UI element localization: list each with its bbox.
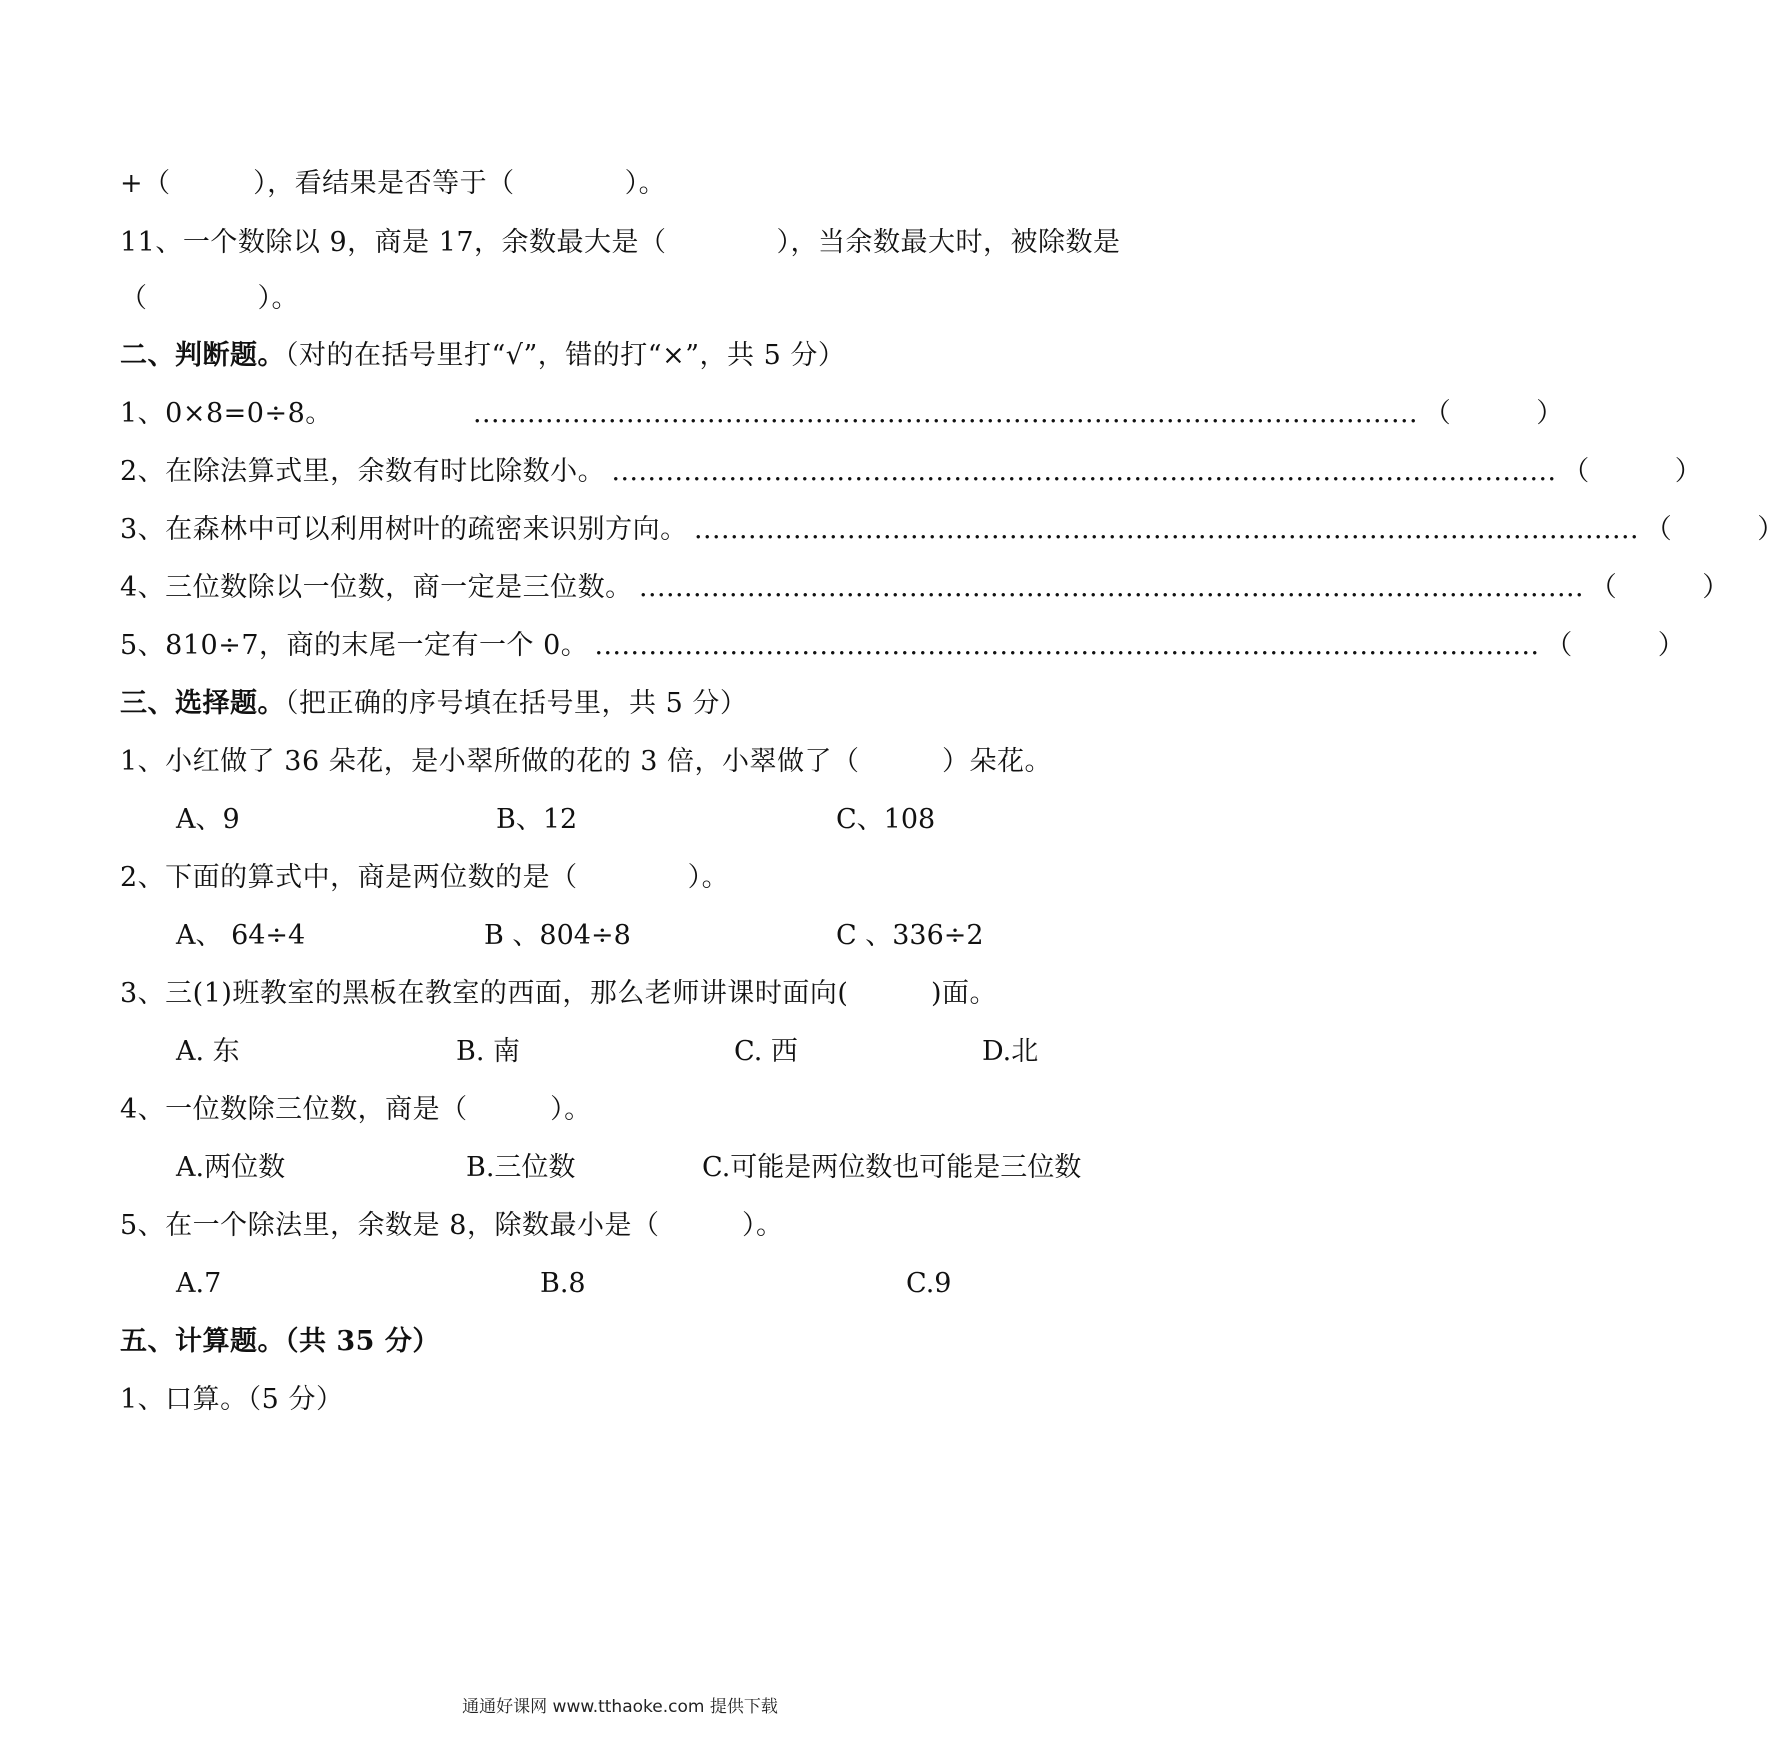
- judge-item-1: [120, 394, 1564, 434]
- choice-question-4: 4、一位数除三位数，商是（ ）。: [120, 1094, 592, 1125]
- choice-option[interactable]: B 、804÷8: [484, 920, 631, 951]
- choice-option[interactable]: A.7: [176, 1268, 222, 1299]
- judge-statement: 4、三位数除以一位数，商一定是三位数。: [120, 572, 633, 603]
- choice-option[interactable]: C 、336÷2: [836, 920, 984, 951]
- dot-leader: ……………………………………………………………………………………………: [472, 398, 1418, 429]
- choice-option[interactable]: C.可能是两位数也可能是三位数: [702, 1152, 1082, 1183]
- judge-item-3: [120, 510, 1785, 550]
- dot-leader: ……………………………………………………………………………………………: [638, 572, 1584, 603]
- choice-option[interactable]: B. 南: [456, 1036, 521, 1067]
- choice-question-2: 2、下面的算式中，商是两位数的是（ ）。: [120, 862, 730, 893]
- choice-question-5: 5、在一个除法里，余数是 8，除数最小是（ ）。: [120, 1210, 784, 1241]
- calc-question-1: 1、口算。（5 分）: [120, 1384, 344, 1415]
- dot-leader: ……………………………………………………………………………………………: [693, 514, 1639, 545]
- answer-brackets[interactable]: （ ）: [1545, 630, 1686, 661]
- answer-brackets[interactable]: （ ）: [1589, 572, 1730, 603]
- footer-credit: 通通好课网 www.tthaoke.com 提供下载: [462, 1697, 778, 1717]
- choice-heading-title: 三、选择题。: [120, 688, 285, 719]
- question-11-continued: （ ）。: [120, 283, 299, 314]
- choice-option[interactable]: A、9: [176, 804, 240, 835]
- choice-option[interactable]: A、 64÷4: [176, 920, 306, 951]
- choice-option[interactable]: C. 西: [734, 1036, 798, 1067]
- question-11: 11、一个数除以 9，商是 17，余数最大是（ ），当余数最大时，被除数是: [120, 227, 1121, 258]
- choice-question-3: 3、三(1)班教室的黑板在教室的西面，那么老师讲课时面向( )面。: [120, 978, 997, 1009]
- choice-option[interactable]: A.两位数: [176, 1152, 286, 1183]
- choice-option[interactable]: C.9: [906, 1268, 952, 1299]
- judge-section-heading: [120, 336, 1130, 376]
- judge-statement: 3、在森林中可以利用树叶的疏密来识别方向。: [120, 514, 688, 545]
- answer-brackets[interactable]: （ ）: [1423, 398, 1564, 429]
- judge-statement: 2、在除法算式里，余数有时比除数小。: [120, 456, 606, 487]
- dot-leader: ……………………………………………………………………………………………: [594, 630, 1540, 661]
- judge-heading-title: 二、判断题。: [120, 340, 285, 371]
- choice-option[interactable]: B、12: [496, 804, 578, 835]
- judge-item-4: [120, 568, 1730, 608]
- answer-brackets[interactable]: （ ）: [1562, 456, 1703, 487]
- judge-item-2: [120, 452, 1703, 492]
- choice-option[interactable]: B.8: [540, 1268, 586, 1299]
- judge-heading-note: （对的在括号里打“√”，错的打“×”，共 5 分）: [285, 340, 846, 371]
- judge-statement: 1、0×8=0÷8。: [120, 398, 333, 429]
- calc-section-heading: 五、计算题。（共 35 分）: [120, 1326, 440, 1357]
- choice-option[interactable]: D.北: [982, 1036, 1039, 1067]
- fill-blank-line: +（ ），看结果是否等于（ ）。: [120, 168, 667, 199]
- judge-item-5: [120, 626, 1686, 666]
- choice-option[interactable]: B.三位数: [466, 1152, 576, 1183]
- choice-section-heading: [120, 684, 1130, 724]
- dot-leader: ……………………………………………………………………………………………: [611, 456, 1557, 487]
- choice-option[interactable]: C、108: [836, 804, 936, 835]
- answer-brackets[interactable]: （ ）: [1644, 514, 1785, 545]
- choice-question-1: 1、小红做了 36 朵花，是小翠所做的花的 3 倍，小翠做了（ ）朵花。: [120, 746, 1053, 777]
- choice-option[interactable]: A. 东: [176, 1036, 240, 1067]
- choice-heading-note: （把正确的序号填在括号里，共 5 分）: [285, 688, 748, 719]
- judge-statement: 5、810÷7，商的末尾一定有一个 0。: [120, 630, 589, 661]
